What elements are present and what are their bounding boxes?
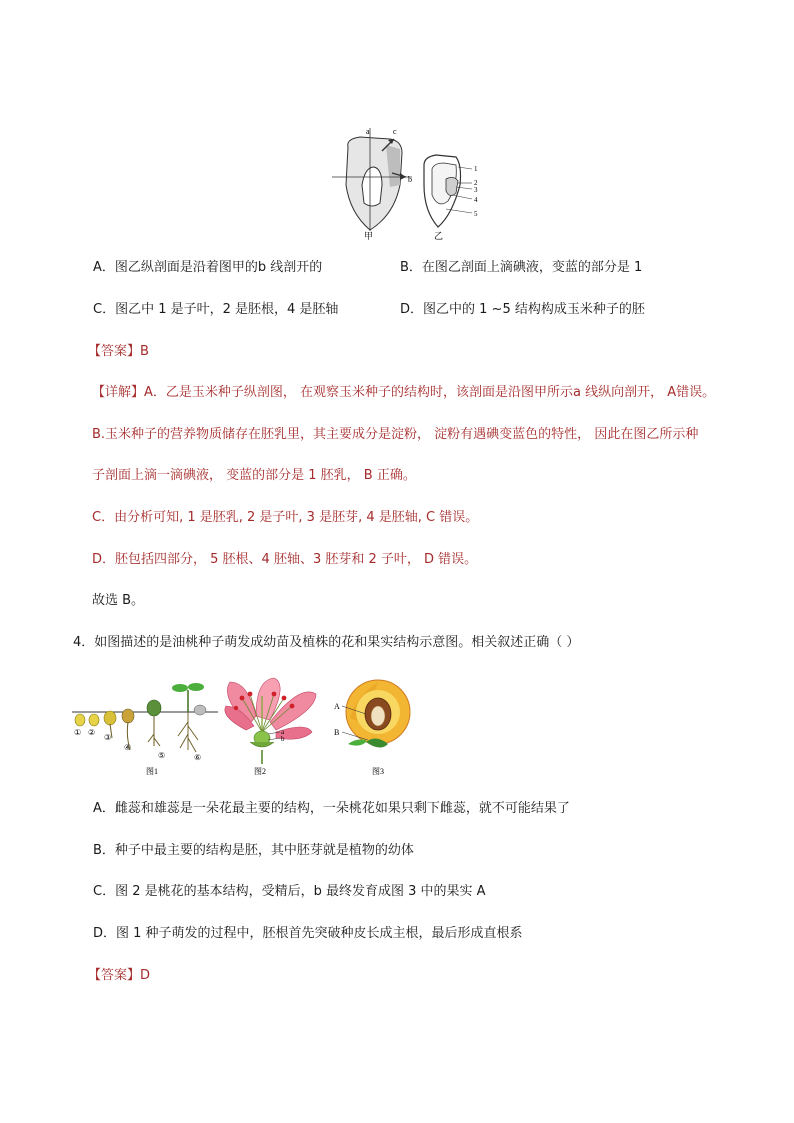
label-1: 1: [474, 165, 478, 173]
q3-option-b: B．在图乙剖面上滴碘液，变蓝的部分是 1: [400, 260, 643, 275]
q3-explain-line5: D．胚包括四部分， 5 胚根、4 胚轴、3 胚芽和 2 子叶， D 错误。: [92, 552, 478, 567]
label-2: 2: [474, 179, 478, 187]
q3-explain-line2: B.玉米种子的营养物质储存在胚乳里，其主要成分是淀粉， 淀粉有遇碘变蓝色的特性， 因此在图乙所示种: [92, 427, 699, 442]
q3-explain-line1: 【详解】A．乙是玉米种子纵剖图， 在观察玉米种子的结构时，该剖面是沿图甲所示a 线纵向剖开， A错误。: [92, 385, 716, 400]
fig2-label-b: b: [281, 735, 285, 743]
fig3-caption: 图3: [372, 767, 384, 776]
label-5: 5: [474, 210, 478, 218]
fig3-label-A: A: [334, 702, 340, 711]
q4-option-d: D．图 1 种子萌发的过程中，胚根首先突破种皮长成主根，最后形成直根系: [93, 926, 523, 941]
q3-answer: 【答案】B: [88, 344, 149, 359]
q4-option-a: A．雌蕊和雄蕊是一朵花最主要的结构，一朵桃花如果只剩下雌蕊，就不可能结果了: [93, 801, 570, 816]
peach-figure: [70, 676, 430, 780]
q3-option-c: C．图乙中 1 是子叶，2 是胚根，4 是胚轴: [93, 302, 339, 317]
label-3: 3: [474, 186, 478, 194]
q3-conclusion: 故选 B。: [92, 593, 145, 608]
stage-5: ⑤: [158, 751, 166, 760]
label-a: a: [366, 127, 370, 136]
fig2-label-a: a: [281, 728, 285, 736]
caption-jia: 甲: [364, 231, 374, 240]
q3-explain-line4: C．由分析可知, 1 是胚乳, 2 是子叶, 3 是胚芽, 4 是胚轴, C 错误。: [92, 510, 479, 525]
caption-yi: 乙: [434, 231, 444, 240]
label-4: 4: [474, 196, 478, 204]
label-c: c: [393, 127, 397, 136]
q3-explain-line3: 子剖面上滴一滴碘液， 变蓝的部分是 1 胚乳， B 正确。: [92, 468, 416, 483]
stage-4: ④: [124, 743, 132, 752]
fig2-caption: 图2: [254, 767, 266, 776]
q4-option-b: B．种子中最主要的结构是胚，其中胚芽就是植物的幼体: [93, 843, 414, 858]
fig1-caption: 图1: [146, 767, 158, 776]
stage-6: ⑥: [194, 753, 202, 762]
q4-answer: 【答案】D: [88, 968, 151, 983]
q3-option-a: A．图乙纵剖面是沿着图甲的b 线剖开的: [93, 260, 323, 275]
q4-stem: 4．如图描述的是油桃种子萌发成幼苗及植株的花和果实结构示意图。相关叙述正确（ ）: [73, 635, 580, 650]
stage-1: ①: [74, 728, 82, 737]
corn-seed-figure: [320, 125, 490, 240]
label-b: b: [408, 175, 412, 184]
stage-3: ③: [104, 733, 112, 742]
stage-2: ②: [88, 728, 96, 737]
q3-option-d: D．图乙中的 1 ~5 结构构成玉米种子的胚: [400, 302, 645, 317]
fig3-label-B: B: [334, 728, 340, 737]
q4-option-c: C．图 2 是桃花的基本结构，受精后，b 最终发育成图 3 中的果实 A: [93, 884, 486, 899]
